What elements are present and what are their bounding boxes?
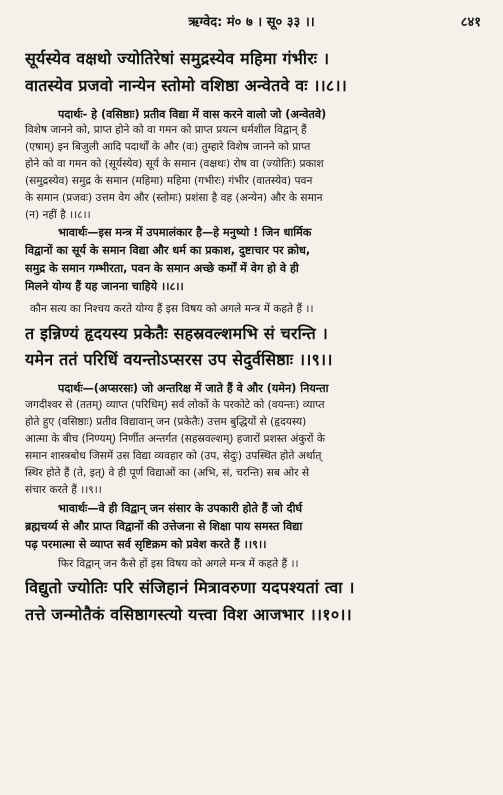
bhavartha-8-line-1: भावार्थः—इस मन्त्र में उपमालंकार है—हे मनुष्यो ! जिन धार्मिक bbox=[58, 226, 312, 239]
padartha-8-line-7: (न) नहीं है ।।८।। bbox=[25, 209, 91, 221]
padartha-9-line-1: पदार्थः—(अप्सरसः) जो अन्तरिक्ष में जाते हैं वे और (यमेन) नियन्ता bbox=[58, 382, 329, 395]
intro-9: कौन सत्य का निश्चय करते योग्य हैं इस विषय को अगले मन्त्र में कहते हैं ।। bbox=[30, 303, 314, 315]
intro-10: फिर विद्वान् जन कैसे हों इस विषय को अगले मन्त्र में कहते हैं ।। bbox=[58, 558, 299, 570]
padartha-9-line-2: जगदीश्वर से (ततम्) व्याप्त (परिधिम्) सर्व लोकों के परकोटे को (वयन्तः) व्याप्त bbox=[25, 399, 325, 411]
mantra-8-line-2: वातस्येव प्रजवो नान्येन स्तोमो वशिष्ठा अन्वेतवे वः ।।८।। bbox=[25, 76, 347, 95]
padartha-8-line-2: विशेष जानने को, प्राप्त होने को वा गमन को प्राप्त प्रयत्न धर्मशील विद्वान् हैं bbox=[25, 124, 307, 136]
padartha-9-line-7: संचार करते हैं ।।९।। bbox=[25, 484, 102, 496]
bhavartha-8-line-4: मिलने योग्य हैं यह जानना चाहिये ।।८।। bbox=[25, 280, 184, 293]
mantra-10-line-2: तत्ते जन्मोतैकं वसिष्ठागस्त्यो यत्त्वा विश आजभार ।।१०।। bbox=[25, 605, 352, 624]
padartha-9-line-5: समान शास्त्रबोध जिसमें उस विद्या व्यवहार को (उप, सेदुः) उपस्थित होते अर्थात् bbox=[25, 450, 322, 462]
padartha-9-line-4: आत्मा के बीच (निण्यम्) निर्णीत अन्तर्गत (सहस्रवल्शम्) हजारों प्रशस्त अंकुरों के bbox=[25, 433, 326, 445]
bhavartha-9-line-2: ब्रह्मचर्य्य से और प्राप्त विद्वानों की उत्तेजना से शिक्षा पाय समस्त विद्या bbox=[25, 520, 303, 533]
padartha-8-line-1: पदार्थः- हे (वसिष्ठाः) प्रतीव विद्या में वास करने वालो जो (अन्वेतवे) bbox=[58, 108, 327, 121]
padartha-9-line-3: होते हुए (वसिष्ठाः) प्रतीव विद्यावान् जन (प्रकेतैः) उत्तम बुद्धियों से (हृदयस्य) bbox=[25, 416, 307, 428]
padartha-8-line-3: (एषाम्) इन बिजुली आदि पदार्थों के और (वः) तुम्हारे विशेष जानने को प्राप्त bbox=[25, 141, 311, 153]
bhavartha-9-line-1: भावार्थः—वे ही विद्वान् जन संसार के उपकारी होते हैं जो दीर्घ bbox=[58, 502, 303, 515]
padartha-9-line-6: स्थिर होते हैं (ते, इत्) वे ही पूर्ण विद्याओं का (अभि, सं, चरन्ति) सब ओर से bbox=[25, 467, 309, 479]
mantra-9-line-2: यमेन ततं परिधिं वयन्तोऽप्सरस उप सेदुर्वसिष्ठाः ।।९।। bbox=[25, 350, 333, 369]
page-number: ८४१ bbox=[460, 15, 481, 30]
padartha-8-line-5: (समुद्रस्येव) समुद्र के समान (महिमा) महिमा (गभीरः) गंभीर (वातस्येव) पवन bbox=[25, 175, 313, 187]
mantra-10-line-1: विद्युतो ज्योतिः परि संजिहानं मित्रावरुणा यदपश्यतां त्वा । bbox=[25, 578, 355, 597]
padartha-8-line-4: होने को वा गमन को (सूर्यस्येव) सूर्य के समान (वक्षथः) रोष वा (ज्योतिः) प्रकाश bbox=[25, 158, 324, 170]
bhavartha-8-line-2: विद्वानों का सूर्य के समान विद्या और धर्म का प्रकाश, दुष्टाचार पर क्रोध, bbox=[25, 244, 311, 257]
bhavartha-8-line-3: समुद्र के समान गम्भीरता, पवन के समान अच्छे कर्मों में वेग हो वे ही bbox=[25, 262, 299, 275]
padartha-8-line-6: के समान (प्रजवः) उत्तम वेग और (स्तोमः) प्रशंसा है वह (अन्येन) और के समान bbox=[25, 192, 323, 204]
header-title: ऋग्वेद: मं० ७ । सू० ३३ ।। bbox=[188, 15, 315, 30]
bhavartha-9-line-3: पढ़ परमात्मा से व्याप्त सर्व सृष्टिक्रम को प्रवेश करते हैं ।।९।। bbox=[25, 538, 267, 551]
running-header bbox=[0, 12, 503, 34]
mantra-9-line-1: त इन्निण्यं हृदयस्य प्रकेतैः सहस्रवल्शमभि सं चरन्ति । bbox=[25, 324, 329, 343]
mantra-8-line-1: सूर्यस्येव वक्षथो ज्योतिरेषां समुद्रस्येव महिमा गंभीरः । bbox=[25, 49, 330, 68]
